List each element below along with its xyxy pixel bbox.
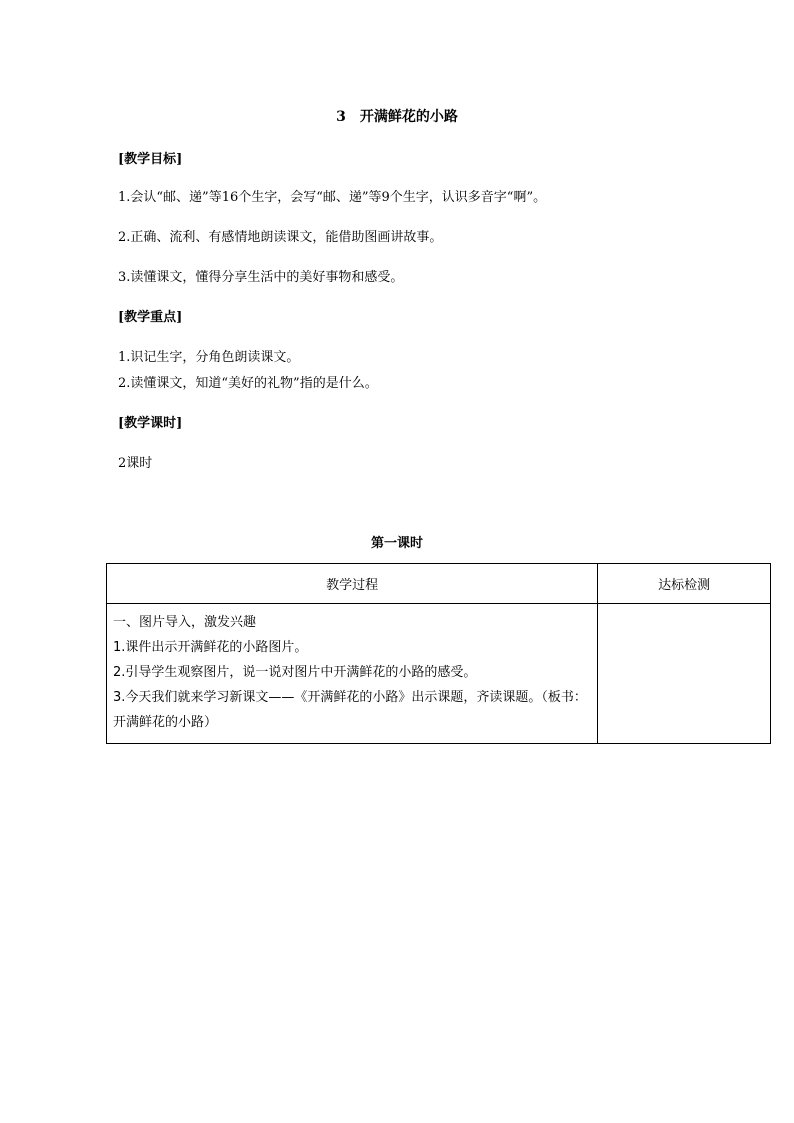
header-teaching-process: 教学过程: [107, 564, 598, 604]
table-row: [107, 604, 771, 744]
table-header-row: [107, 564, 771, 604]
lesson-title: 第一课时: [370, 536, 423, 551]
objective-item: 2.正确、流利、有感情地朗读课文，能借助图画讲故事。: [118, 230, 443, 245]
key-point-item: 1.识记生字，分角色朗读课文。: [118, 350, 300, 365]
process-line: 1.课件出示开满鲜花的小路图片。: [113, 640, 308, 655]
lesson-plan-table: [106, 563, 771, 744]
header-assessment: 达标检测: [598, 564, 771, 604]
objective-item: 3.读懂课文，懂得分享生活中的美好事物和感受。: [118, 270, 404, 285]
process-cell: [107, 604, 598, 744]
objective-item: 1.会认“邮、递”等16个生字，会写“邮、递”等9个生字，认识多音字“啊”。: [118, 190, 547, 205]
section-heading-key-points: [教学重点]: [118, 310, 183, 325]
assessment-cell: [598, 604, 771, 744]
process-line: 3.今天我们就来学习新课文——《开满鲜花的小路》出示课题，齐读课题。（板书：开满鲜花的小路）: [113, 690, 587, 730]
section-heading-periods: [教学课时]: [118, 416, 183, 431]
key-point-item: 2.读懂课文，知道“美好的礼物”指的是什么。: [118, 376, 378, 391]
process-line: 2.引导学生观察图片，说一说对图片中开满鲜花的小路的感受。: [113, 665, 477, 680]
periods-value: 2课时: [118, 456, 153, 471]
section-heading-objectives: [教学目标]: [118, 152, 183, 167]
page-title: 3 开满鲜花的小路: [336, 109, 458, 125]
process-line: 一、图片导入，激发兴趣: [113, 615, 257, 630]
